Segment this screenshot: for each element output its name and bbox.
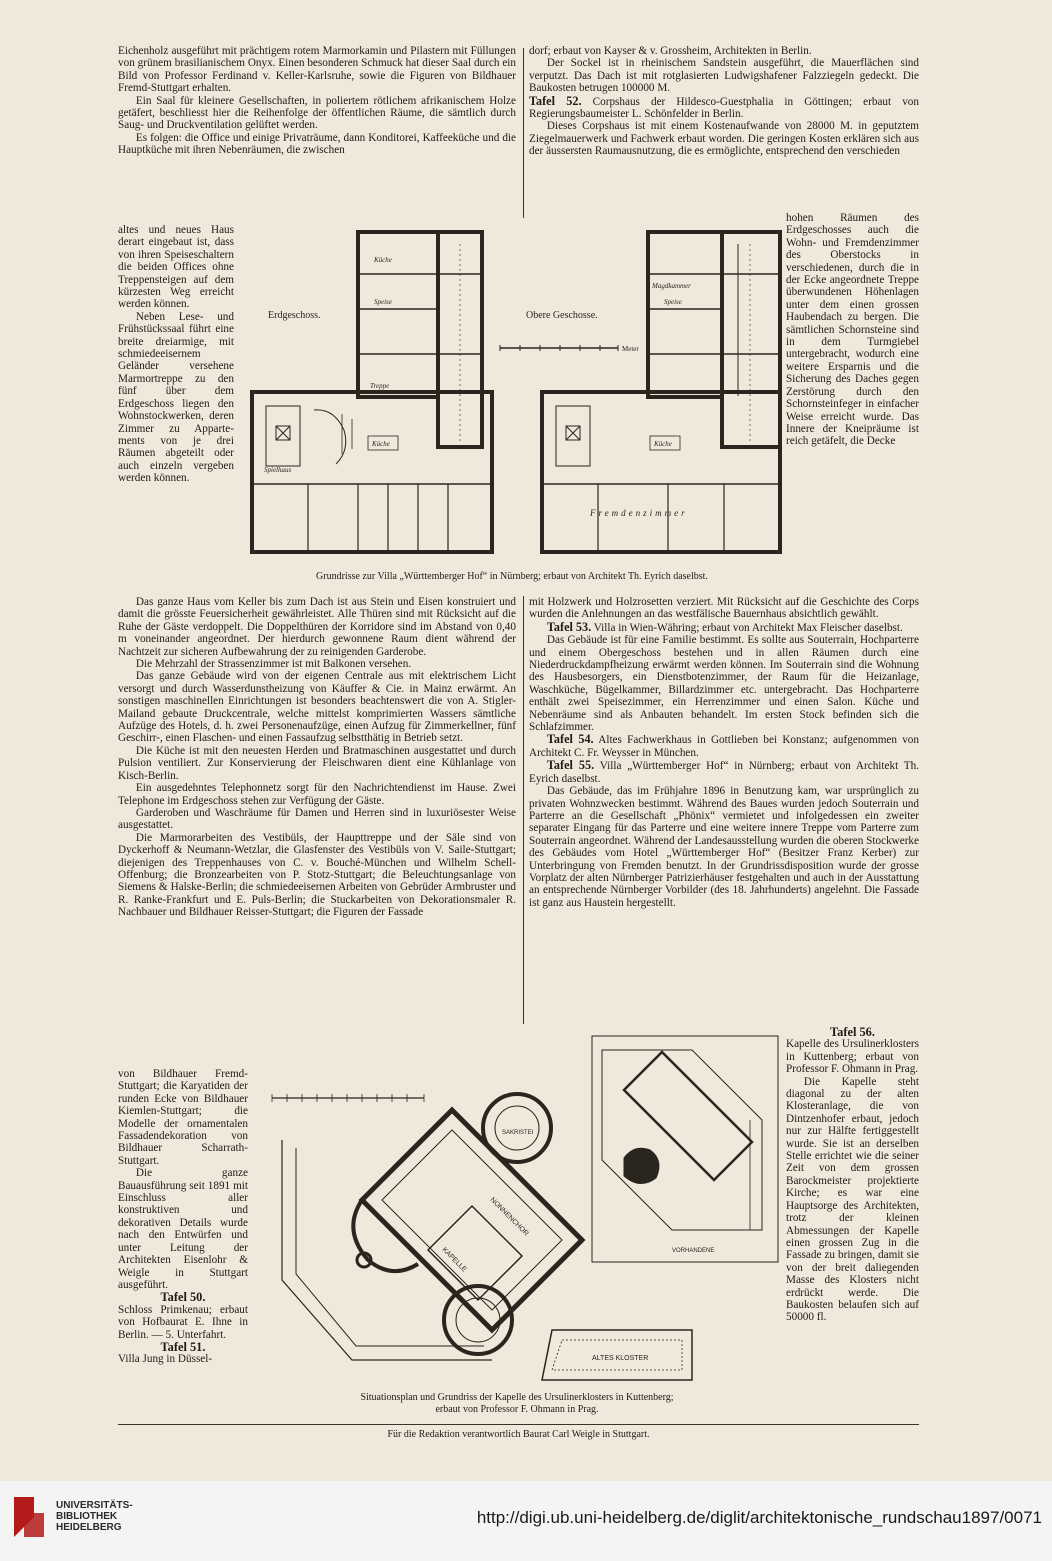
floor-plan-caption: Grundrisse zur Villa „Württemberger Hof“ in Nürnberg; erbaut von Architekt Th. Eyrich daselbst. [316, 571, 708, 582]
source-url-link[interactable]: http://digi.ub.uni-heidelberg.de/diglit/architektonische_rundschau1897/0071 [476, 1508, 1042, 1527]
left-column-narrow: altes und neues Haus derart eingebaut ist, dass von ihren Speiseschaltern die beiden Offices ohne Treppensteigen auf dem kürzesten Weg erreicht werden können. Neben Lese- und Frühstückssaal führt eine breite dreiarmige, mit schmiedeeisernem Geländer versehene Marmortreppe zu den fünf über dem Erdgeschoss liegen den Wohnstockwerken, deren Zimmer zu Apparte-ments von je drei Räumen abgeteilt oder auch einzeln vergeben werden können. [118, 224, 234, 485]
ground-floor-label: Erdgeschoss. [268, 310, 321, 321]
scale-bar [500, 345, 618, 351]
left-column-middle: Das ganze Haus vom Keller bis zum Dach ist aus Stein und Eisen konstruiert und damit die grösste Feuersicherheit gewährleistet. Alle Thüren sind mit Rücksicht auf die Ruhe der Gäste verdoppelt. Die Doppelthüren der Korridore sind im Abstand von 0,40 m voneinander angeordnet. Der hierdurch gewonnene Raum dient während der Nachtzeit zur sicheren Aufbewahrung der zu reinigenden Garderobe. Die Mehrzahl der Strassenzimmer ist mit Balkonen versehen. Das ganze Gebäude wird von der eigenen Centrale aus mit elektrischem Licht versorgt und durch Wasserdunstheizung von Käuffer & Cie. in Mainz erwärmt. An sonstigen maschinellen Einrichtungen ist besonders beachtenswert die von A. Stigler-Mailand gebaute Druckcentrale, welche mittelst komprimierten Wassers sämtliche Aufzüge des Hotels, d. h. zwei Personenaufzüge, einen Aufzug für Zimmerkellner, fünf Geschirr-, einen Flaschen- und einen Fassaufzug selbstthätig in Betrieb setzt. Die Küche ist mit den neuesten Herden und Bratmaschinen ausgestattet und durch Pulsion ventiliert. Zur Konservierung der Fleischwaren dient eine Kühlanlage von Kisch-Berlin. Ein ausgedehntes Telephonnetz sorgt für den Nachrichtendienst im Hause. Zwei Telephone im Erdgeschoss stehen zur Verfügung der Gäste. Garderoben und Waschräume für Damen und Herren sind in luxuriösester Weise ausgestattet. Die Marmorarbeiten des Vestibüls, der Haupttreppe und der Säle sind von Dyckerhoff & Neumann-Wetzlar, die Glasfenster des Vestibüls von V. Saile-Stuttgart; diejenigen des Treppenhauses von C. v. Bouché-München und Wilhelm Schell-Offenburg; die Bronzearbeiten von P. Stotz-Stuttgart; die Beleuchtungsanlage von Siemens & Halske-Berlin; die schmiedeeisernen Arbeiten von Gebrüder Armbruster und R. Ranke-Frankfurt und E. Puls-Berlin; die Stuckarbeiten von Dekorationsmaler R. Nachbauer und Bildhauer Reisser-Stuttgart; die Figuren der Fassade [118, 596, 516, 919]
library-name: UNIVERSITÄTS- BIBLIOTHEK HEIDELBERG [56, 1500, 133, 1533]
left-column-lower: von Bildhauer Fremd-Stuttgart; die Karyatiden der runden Ecke von Bildhauer Kiemlen-Stuttgart; die Modelle der ornamentalen Fassadendekoration von Bildhauer Scharrath-Stuttgart. Die ganze Bauausführung seit 1891 mit Einschluss aller konstruktiven und dekorativen Details wurde nach den Entwürfen und unter Leitung der Architekten Eisenlohr & Weigle in Stuttgart ausgeführt. Tafel 50. Schloss Primkenau; erbaut von Hofbaurat E. Ihne in Berlin. — 5. Unterfahrt. Tafel 51. Villa Jung in Düssel- [118, 1068, 248, 1366]
svg-text:ALTES KLOSTER: ALTES KLOSTER [592, 1355, 649, 1362]
svg-text:VORHANDENE: VORHANDENE [672, 1248, 715, 1254]
svg-text:KAPELLE: KAPELLE [440, 1246, 468, 1274]
tafel-53-label: Tafel 53. [546, 619, 592, 634]
svg-text:Spielhaus: Spielhaus [264, 466, 292, 474]
upper-floor-label: Obere Geschosse. [526, 310, 598, 321]
svg-text:Speise: Speise [664, 298, 682, 306]
tafel-50-label: Tafel 50. [160, 1290, 206, 1305]
right-column-lower: Tafel 56. Kapelle des Ursulinerklosters in Kuttenberg; erbaut von Professor F. Ohmann in Prag. Die Kapelle steht diagonal zu der alten Klosteranlage, die von Dintzenhofer erbaut, jedoch nur zur Hälfte fertiggestellt wurde. Sie ist an derselben Stelle errichtet wie die seiner Zeit von dem grossen Barockmeister projektierte Kirche; es war eine Hauptsorge des Architekten, trotz der kleinen Abmessungen der Kapelle einen grossen Zug in die Fassade zu bringen, damit sie von der breit daliegenden Masse des Klosters nicht erdrückt werde. Die Baukosten belaufen sich auf 50000 fl. [786, 1026, 919, 1324]
ground-floor-plan [252, 232, 492, 552]
tafel-51-label: Tafel 51. [160, 1339, 206, 1354]
left-column-top: Eichenholz ausgeführt mit prächtigem rotem Marmorkamin und Pilastern mit Füllungen von grünem brasilianischem Onyx. Einen besonderen Schmuck hat dieser Saal durch ein Bild von Professor Ferdinand v. Keller-Karlsruhe, sowie die Figuren von Bildhauer Fremd-Stuttgart erhalten. Ein Saal für kleinere Gesellschaften, in poliertem rötlichem afrikanischem Holze getäfert, beschliesst hier die Reihenfolge der öffentlichen Räume, die sämtlich durch Saug- und Druckventilation gelüftet werden. Es folgen: die Office und einige Privaträume, dann Konditorei, Kaffeeküche und die Hauptküche mit ihren Nebenräumen, die zwischen [118, 45, 516, 157]
right-column-top: dorf; erbaut von Kayser & v. Grossheim, Architekten in Berlin. Der Sockel ist in rheinischem Sandstein ausgeführt, die Mauerflächen sind verputzt. Das Dach ist mit rotglasierten Ludwigshafener Falzziegeln gedeckt. Die Baukosten betrugen 100000 M. Tafel 52. Corpshaus der Hildesco-Guestphalia in Göttingen; erbaut von Regierungsbaumeister L. Schönfelder in Berlin. Dieses Corpshaus ist mit einem Kostenaufwande von 28000 M. in geputztem Ziegelmauerwerk und Fachwerk erbaut worden. Die geringen Kosten erklären sich aus der äussersten Raumausnutzung, die es ermöglichte, entsprechend den verschieden [529, 45, 919, 158]
svg-text:Magdkammer: Magdkammer [652, 282, 691, 290]
right-column-middle: mit Holzwerk und Holzrosetten verziert. Mit Rücksicht auf die Geschichte des Corps wurden die Anlehnungen an das westfälische Bauernhaus absichtlich gewählt. Tafel 53. Villa in Wien-Währing; erbaut von Architekt Max Fleischer daselbst. Das Gebäude ist für eine Familie bestimmt. Es sollte aus Souterrain, Hochparterre und einem Obergeschoss bestehen und in allen Räumen durch eine Niederdruckdampfheizung erwärmt werden können. Im Souterrain sind die Wohnung des Hausbesorgers, ein Dienstbotenzimmer, der Raum für die Heizanlage, Waschküche, Bügelkammer, Billardzimmer etc. untergebracht. Das Hochparterre enthält zwei Speisezimmer, ein Herrenzimmer und einen Salon. Küche und Nebenräume sind als Anbauten behandelt. Im ersten Stock befinden sich die Schlafzimmer. Tafel 54. Altes Fachwerkhaus in Gottlieben bei Konstanz; aufgenommen von Architekt C. Fr. Weysser in München. Tafel 55. Villa „Württemberger Hof“ in Nürnberg; erbaut von Architekt Th. Eyrich daselbst. Das Gebäude, das im Frühjahre 1896 in Benutzung kam, war ursprünglich zu privaten Wohnzwecken bestimmt. Während des Baues wurden jedoch Souterrain und Parterre an die Gesellschaft „Phönix“ vermietet und infolgedessen ein zweiter separater Eingang für das Parterre und eine weitere innere Treppe vom Parterre zum Souterrain angeordnet. Während der Landesausstellung wurden die oberen Stockwerke des Gebäudes vom Hotel „Württemberger Hof“ (Besitzer Franz Kerber) zur Unterbringung von Fremden benutzt. In der Grundrissdisposition wurde der grosse Vorplatz der alten Nürnberger Patrizierhäuser festgehalten und auch in der Ausstattung an entsprechende Nürnberger Vorbilder (des 18. Jahrhunderts) angelehnt. Die Fassade ist ganz aus Haustein hergestellt. [529, 596, 919, 909]
svg-text:Speise: Speise [374, 298, 392, 306]
tafel-54-label: Tafel 54. [546, 732, 594, 747]
column-divider [523, 48, 524, 218]
chapel-caption-line-2: erbaut von Professor F. Ohmann in Prag. [435, 1404, 599, 1415]
tafel-56-label: Tafel 56. [830, 1026, 875, 1039]
floor-plan-figure [238, 214, 786, 586]
svg-text:Küche: Küche [374, 256, 392, 264]
chapel-plan-figure [252, 1030, 782, 1392]
library-logo-icon[interactable] [10, 1493, 50, 1541]
svg-text:Fremdenzimmer: Fremdenzimmer [590, 508, 688, 518]
svg-text:Küche: Küche [654, 440, 672, 448]
site-plan-inset [592, 1036, 778, 1262]
footer-credit: Für die Redaktion verantwortlich Baurat Carl Weigle in Stuttgart. [387, 1429, 650, 1440]
footer-rule [118, 1424, 919, 1425]
right-column-narrow: hohen Räumen des Erdgeschosses auch die Wohn- und Fremdenzimmer des Oberstocks in verschiedenen, durch die in der Ecke angeordnete Treppe überwundenen Höhenlagen unter dem einen grossen Haubendach zu bergen. Die sämtlichen Schornsteine sind in dem Turmgiebel untergebracht, wodurch eine weitere Ersparnis und die Sicherung des Daches gegen Zerstörung durch den Schornsteinfeger in einfacher Weise erreicht wurde. Das Innere der Kneipräume ist reich getäfelt, die Decke [786, 212, 919, 448]
chapel-caption-line-1: Situationsplan und Grundriss der Kapelle des Ursulinerklosters in Kuttenberg; [360, 1392, 674, 1403]
scale-unit: Meter [622, 345, 639, 353]
tafel-55-label: Tafel 55. [546, 758, 595, 773]
chapel-plan [282, 1094, 692, 1380]
svg-text:Küche: Küche [372, 440, 390, 448]
svg-text:SAKRISTEI: SAKRISTEI [502, 1130, 534, 1136]
column-divider-middle [523, 596, 524, 1024]
upper-floor-plan [542, 232, 780, 552]
tafel-52-label: Tafel 52. [529, 93, 582, 108]
svg-text:NONNENCHOR: NONNENCHOR [488, 1196, 530, 1238]
svg-text:Treppe: Treppe [370, 382, 390, 390]
